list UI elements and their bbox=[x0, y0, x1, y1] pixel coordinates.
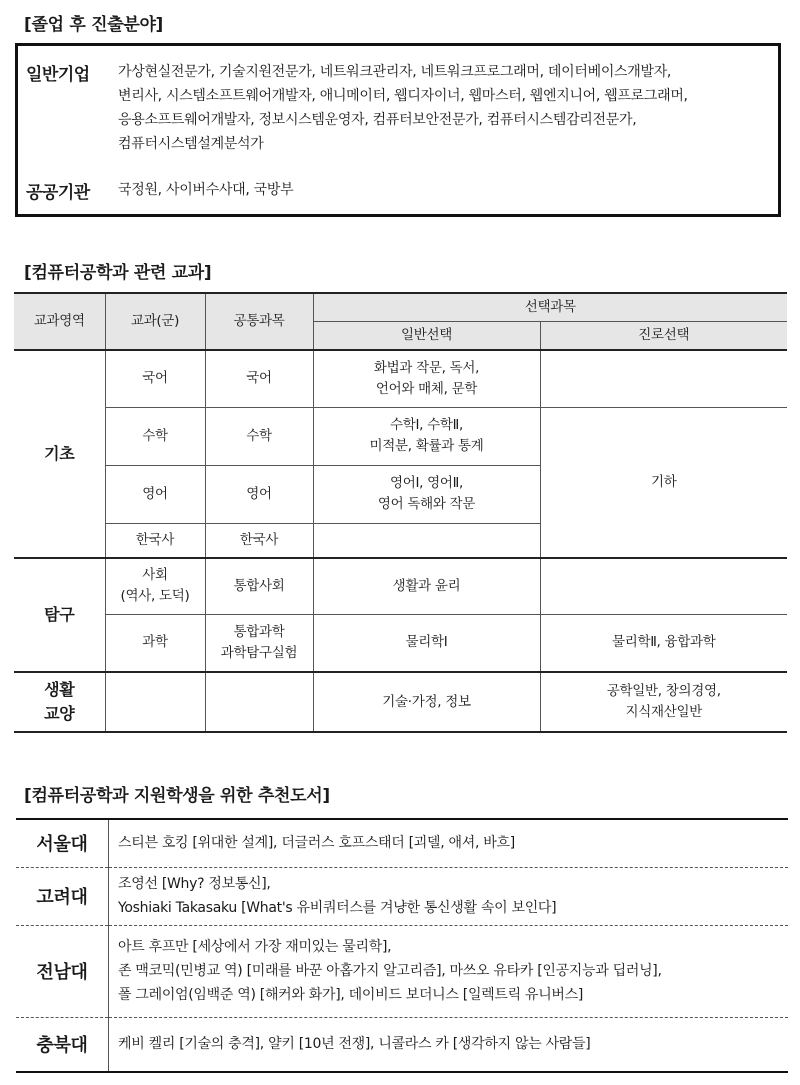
common-cell: 영어 bbox=[205, 465, 313, 523]
job-line: 변리사, 시스템소프트웨어개발자, 애니메이터, 웹디자이너, 웹마스터, 웹엔지니어, 웹프로그래머, bbox=[118, 88, 688, 104]
common-cell: 한국사 bbox=[205, 523, 313, 558]
career-cell: 기하 bbox=[540, 407, 787, 558]
university-name: 고려대 bbox=[16, 867, 109, 925]
subjects-section-title: [컴퓨터공학과 관련 교과] bbox=[24, 263, 212, 283]
group-cell: 사회 (역사, 도덕) bbox=[105, 558, 205, 614]
common-cell: 통합과학 과학탐구실험 bbox=[205, 614, 313, 672]
general-company-jobs bbox=[118, 60, 770, 156]
public-institution-row bbox=[26, 178, 770, 203]
general-cell bbox=[313, 523, 540, 558]
book-list: 아트 후프만 [세상에서 가장 재미있는 물리학], 존 맥코믹(민병교 역) [미래를 바꾼 아홉가지 알고리즘], 마쓰오 유타카 [인공지능과 딥러닝], 폴 그레이엄(임백준 역) [해커와 화가], 데이비드 보더니스 [일렉트릭 유니버스] bbox=[109, 925, 789, 1017]
career-cell bbox=[540, 558, 787, 614]
book-list: 케비 켈리 [기술의 충격], 얄키 [10년 전쟁], 니콜라스 카 [생각하지 않는 사람들] bbox=[109, 1017, 789, 1072]
job-line: 가상현실전문가, 기술지원전문가, 네트워크관리자, 네트워크프로그래머, 데이터베이스개발자, bbox=[118, 64, 672, 80]
university-name: 충북대 bbox=[16, 1017, 109, 1072]
general-cell: 기술·가정, 정보 bbox=[313, 672, 540, 732]
common-cell: 통합사회 bbox=[205, 558, 313, 614]
header-career: 진로선택 bbox=[540, 321, 787, 350]
group-cell: 과학 bbox=[105, 614, 205, 672]
general-cell: 수학Ⅰ, 수학Ⅱ, 미적분, 확률과 통계 bbox=[313, 407, 540, 465]
common-cell bbox=[205, 672, 313, 732]
area-inquiry: 탐구 bbox=[14, 558, 105, 672]
general-company-label: 일반기업 bbox=[26, 65, 90, 85]
general-cell: 물리학Ⅰ bbox=[313, 614, 540, 672]
career-cell bbox=[540, 350, 787, 407]
university-name: 서울대 bbox=[16, 819, 109, 867]
group-cell: 한국사 bbox=[105, 523, 205, 558]
area-basic: 기초 bbox=[14, 350, 105, 558]
job-line: 국정원, 사이버수사대, 국방부 bbox=[118, 182, 294, 198]
group-cell: 수학 bbox=[105, 407, 205, 465]
public-institution-list bbox=[118, 178, 770, 203]
general-cell: 화법과 작문, 독서, 언어와 매체, 문학 bbox=[313, 350, 540, 407]
header-general: 일반선택 bbox=[313, 321, 540, 350]
general-cell: 영어Ⅰ, 영어Ⅱ, 영어 독해와 작문 bbox=[313, 465, 540, 523]
header-area: 교과영역 bbox=[14, 293, 105, 350]
career-box bbox=[15, 43, 781, 217]
books-table bbox=[16, 818, 788, 1073]
group-cell: 국어 bbox=[105, 350, 205, 407]
group-cell: 영어 bbox=[105, 465, 205, 523]
career-cell: 물리학Ⅱ, 융합과학 bbox=[540, 614, 787, 672]
subjects-table bbox=[14, 292, 787, 733]
job-line: 응용소프트웨어개발자, 정보시스템운영자, 컴퓨터보안전문가, 컴퓨터시스템감리전문가, bbox=[118, 112, 637, 128]
header-common: 공통과목 bbox=[205, 293, 313, 350]
book-list: 조영선 [Why? 정보통신], Yoshiaki Takasaku [What's 유비쿼터스를 겨냥한 통신생활 속이 보인다] bbox=[109, 867, 789, 925]
career-section-title: [졸업 후 진출분야] bbox=[24, 15, 164, 35]
book-list: 스티븐 호킹 [위대한 설계], 더글러스 호프스태더 [괴델, 애셔, 바흐] bbox=[118, 835, 515, 852]
header-group: 교과(군) bbox=[105, 293, 205, 350]
area-life: 생활 교양 bbox=[14, 672, 105, 732]
career-cell: 공학일반, 창의경영, 지식재산일반 bbox=[540, 672, 787, 732]
general-cell: 생활과 윤리 bbox=[313, 558, 540, 614]
job-line: 컴퓨터시스템설계분석가 bbox=[118, 136, 264, 152]
common-cell: 수학 bbox=[205, 407, 313, 465]
general-company-row bbox=[26, 60, 770, 156]
header-elective: 선택과목 bbox=[313, 293, 787, 321]
university-name: 전남대 bbox=[16, 925, 109, 1017]
public-institution-label: 공공기관 bbox=[26, 183, 90, 203]
common-cell: 국어 bbox=[205, 350, 313, 407]
books-section-title: [컴퓨터공학과 지원학생을 위한 추천도서] bbox=[24, 786, 330, 806]
group-cell bbox=[105, 672, 205, 732]
